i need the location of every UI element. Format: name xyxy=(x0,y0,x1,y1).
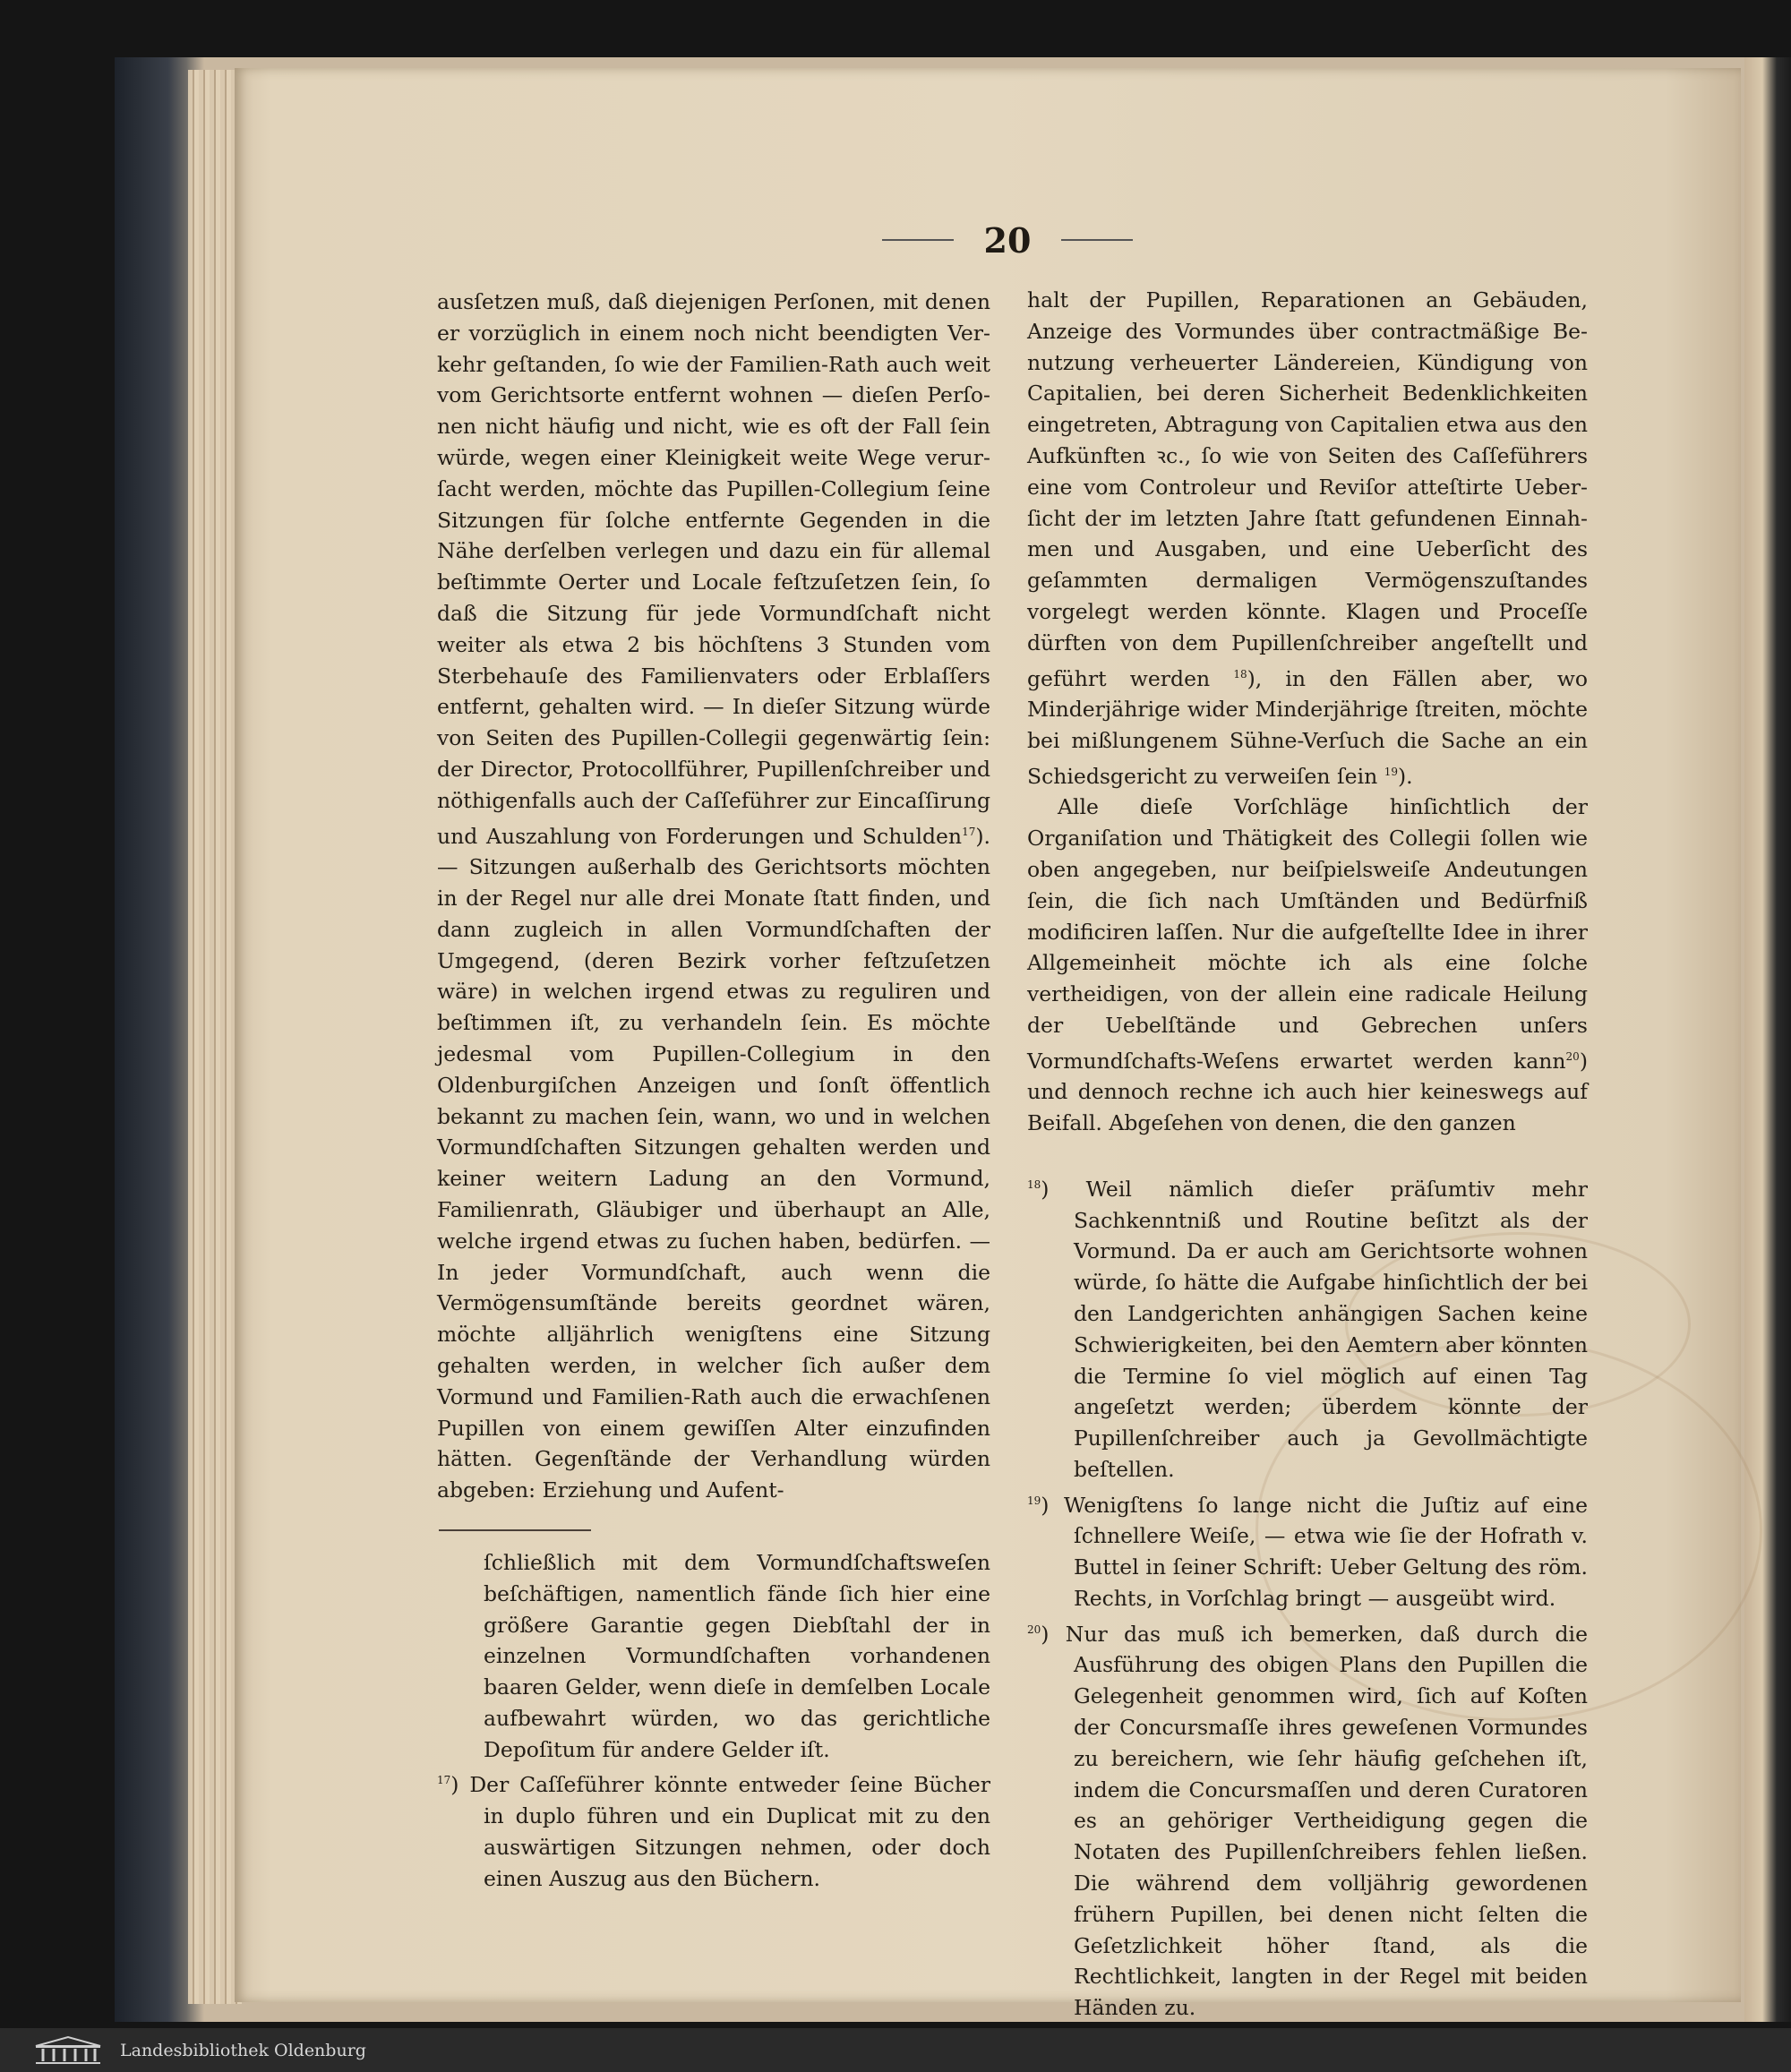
footnote-mark: 17 xyxy=(437,1774,451,1787)
header-rule-right xyxy=(1061,239,1133,241)
text-run: ). — Sitzungen außerhalb des Gerichtsorts möchten in der Regel nur alle drei Monate ſtatt finden, und dann zugleich in allen Vormundſchaften der Umgegend, (deren Bezirk vorher feſtzuſetzen wäre) in welchen irgend etwas zu reguliren und beſtimmen iſt, zu verhandeln ſein. Es möchte jedesmal vom Pupillen-Collegium in den Oldenburgiſchen Anzeigen und ſonſt öffentlich bekannt zu machen ſein, wann, wo und in welchen Vormundſchaften Sitzungen gehalten werden und keiner weitern Ladung an den Vormund, Familienrath, Gläubiger und überhaupt an Alle, welche irgend etwas zu ſuchen haben, bedürfen. — In jeder Vormundſchaft, auch wenn die Vermögensumſtände bereits geordnet wären, möchte alljährlich wenigſtens eine Sitzung gehalten werden, in welcher ſich außer dem Vormund und Familien-Rath auch die erwachſenen Pupillen von einem gewiſſen Alter einzufinden hätten. Gegenſtände der Verhandlung würden abgeben: Erziehung und Aufent- xyxy=(437,823,990,1503)
footnote-mark: 20 xyxy=(1027,1622,1041,1636)
footnote-20 xyxy=(1027,1614,1588,2024)
page-number: 20 xyxy=(983,219,1032,261)
page-edges xyxy=(188,70,242,2004)
header-rule-left xyxy=(882,239,954,241)
page-header xyxy=(851,219,1164,261)
footnote-19 xyxy=(1027,1486,1588,1614)
library-name[interactable]: Landesbibliothek Oldenburg xyxy=(120,2040,366,2060)
library-building-icon[interactable] xyxy=(32,2035,104,2066)
footnote-ref-19: 19 xyxy=(1384,765,1399,778)
right-body-text-2 xyxy=(1027,792,1588,1139)
footnote-17 xyxy=(437,1765,990,1894)
footnote-18 xyxy=(1027,1169,1588,1486)
text-run: Alle dieſe Vorſchläge hinſichtlich der Organiſation und Thätigkeit des Collegii ſollen wie oben angegeben, nur beiſpielsweiſe Andeutungen ſein, die ſich nach Umſtänden und Bedürfniß modificiren laſſen. Nur die aufgeſtellte Idee in ihrer Allgemeinheit möchte ich als eine ſolche vertheidigen, von der allein eine radicale Heilung der Uebelſtände und Gebrechen unſers Vormundſchafts-Weſens erwartet werden kann xyxy=(1027,794,1588,1074)
footnote-ref-18: 18 xyxy=(1233,667,1247,681)
text-run: halt der Pupillen, Reparationen an Gebäuden, Anzeige des Vormundes über contractmäßige Benutzung verheuerter Ländereien, Kündigung von Capitalien, bei deren Sicherheit Bedenklichkeiten eingetreten, Abtragung von Capitalien etwa aus den Aufkünften ꝛc., ſo wie von Seiten des Caſſeführers eine vom Controleur und Reviſor atteſtirte Ueberſicht der im letzten Jahre ſtatt gefundenen Einnahmen und Ausgaben, und eine Ueberſicht des geſammten dermaligen Vermögenszuſtandes vorgelegt werden könnte. Klagen und Proceſſe dürften von dem Pupillenſchreiber angeſtellt und geführt werden xyxy=(1027,287,1588,691)
text-run: ). xyxy=(1398,763,1413,789)
library-logo-svg xyxy=(32,2035,104,2066)
footnote-text: ) Wenigſtens ſo lange nicht die Juſtiz auf eine ſchnellere Weiſe, — etwa wie ſie der Hofrath v. Buttel in ſeiner Schrift: Ueber Geltung des röm. Rechts, in Vorſchlag bringt — ausgeübt wird. xyxy=(1041,1492,1588,1612)
right-column xyxy=(1027,285,1588,2024)
footnote-spacer xyxy=(1027,1159,1179,1160)
text-run: ), in den Fällen aber, wo Minderjährige wider Minderjährige ſtreiten, möchte bei mißlungenem Sühne-Verſuch die Sache an ein Schiedsgericht zu verweiſen ſein xyxy=(1027,665,1588,789)
left-column xyxy=(437,287,990,1895)
viewer-footer-bar xyxy=(0,2028,1791,2072)
footnote-ref-17: 17 xyxy=(962,825,976,838)
right-body-text-1 xyxy=(1027,285,1588,792)
text-run: ausſetzen muß, daß diejenigen Perſonen, mit denen er vorzüglich in einem noch nicht beendigten Verkehr geſtanden, ſo wie der Familien-Rath auch weit vom Gerichtsorte entfernt wohnen — dieſen Perſonen nicht häufig und nicht, wie es oft der Fall ſein würde, wegen einer Kleinigkeit weite Wege verurſacht werden, möchte das Pupillen-Collegium ſeine Sitzungen für ſolche entfernte Gegenden in die Nähe derſelben verlegen und dazu ein für allemal beſtimmte Oerter und Locale feſtzuſetzen ſein, ſo daß die Sitzung für jede Vormundſchaft nicht weiter als etwa 2 bis höchſtens 3 Stunden vom Sterbehauſe des Familienvaters oder Erblaſſers entfernt, gehalten wird. — In dieſer Sitzung würde von Seiten des Pupillen-Collegii gegenwärtig ſein: der Director, Protocollführer, Pupillenſchreiber und nöthigenfalls auch der Caſſeführer zur Eincaſſirung und Auszahlung von Forderungen und Schulden xyxy=(437,289,990,849)
footnote-text: ) Nur das muß ich bemerken, daß durch die Ausführung des obigen Plans den Pupillen die Gelegenheit genommen wird, ſich auf Koſten der Concursmaſſe ihres geweſenen Vormundes zu bereichern, wie ſehr häufig geſchehen iſt, indem die Concursmaſſen und deren Curatoren es an gehöriger Vertheidigung gegen die Notaten des Pupillenſchreibers fehlen ließen. Die während dem volljährig gewordenen frühern Pupillen, bei denen nicht ſelten die Geſetzlichkeit höher ſtand, als die Rechtlichkeit, langten in der Regel mit beiden Händen zu. xyxy=(1041,1621,1588,2021)
footnote-mark: 19 xyxy=(1027,1494,1041,1507)
book-cover-right-edge xyxy=(1744,57,1791,2022)
footnote-text: ) Der Caſſeführer könnte entweder ſeine Bücher in duplo führen und ein Duplicat mit zu den auswärtigen Sitzungen nehmen, oder doch einen Auszug aus den Büchern. xyxy=(450,1772,990,1891)
footnote-ref-20: 20 xyxy=(1565,1049,1580,1063)
left-body-text xyxy=(437,287,990,1506)
footnote-mark: 18 xyxy=(1027,1178,1041,1191)
footnote-text: ) Weil nämlich dieſer präſumtiv mehr Sachkenntniß und Routine beſitzt als der Vormund. Da er auch am Gerichtsorte wohnen würde, ſo hätte die Aufgabe hinſichtlich der bei den Landgerichten anhängigen Sachen keine Schwierigkeiten, bei den Aemtern aber könnten die Termine ſo viel möglich auf einen Tag angeſetzt werden; überdem könnte der Pupillenſchreiber auch ja Gevollmächtigte beſtellen. xyxy=(1041,1176,1588,1482)
footnote-continued: ſchließlich mit dem Vormundſchaftsweſen beſchäftigen, namentlich fände ſich hier eine größere Garantie gegen Diebſtahl der in einzelnen Vormundſchaften vorhandenen baaren Gelder, wenn dieſe in demſelben Locale aufbewahrt würden, wo das gerichtliche Depoſitum für andere Gelder iſt. xyxy=(484,1549,990,1762)
footnote-rule xyxy=(439,1529,591,1531)
text-run: ) und dennoch rechne ich auch hier keineswegs auf Beifall. Abgeſehen von denen, die den ganzen xyxy=(1027,1048,1588,1136)
